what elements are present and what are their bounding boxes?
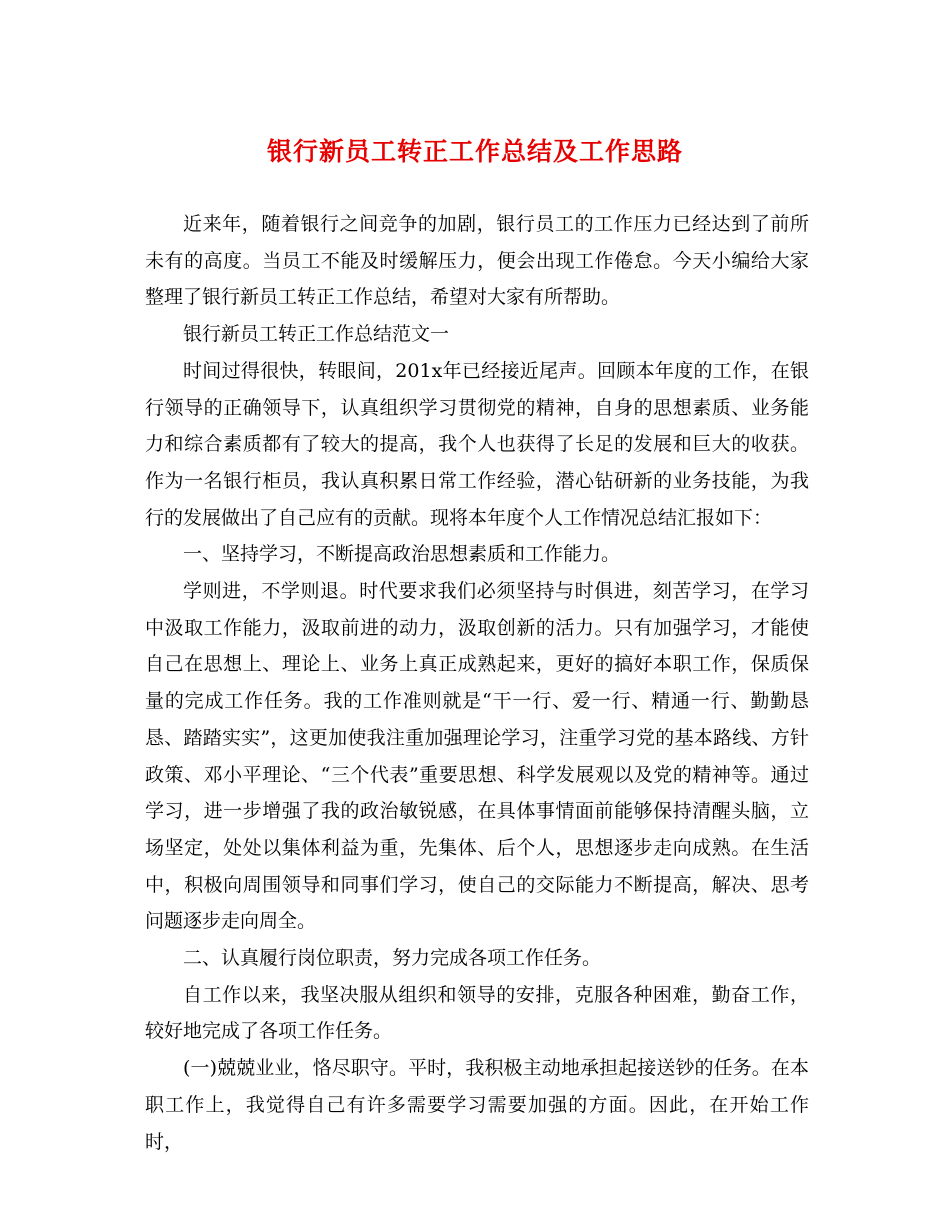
section-heading-study: 一、坚持学习，不断提高政治思想素质和工作能力。 — [183, 543, 621, 566]
paragraph-intro: 近来年，随着银行之间竞争的加剧，银行员工的工作压力已经达到了前所未有的高度。当员工不能及时缓解压力，便会出现工作倦怠。今天小编给大家整理了银行新员工转正工作总结，希望对大家有所帮助。 — [145, 213, 809, 309]
document-title: 银行新员工转正工作总结及工作思路 — [266, 137, 683, 166]
section-heading-duties: 二、认真履行岗位职责，努力完成各项工作任务。 — [183, 947, 602, 970]
paragraph-duties: 自工作以来，我坚决服从组织和领导的安排，克服各种困难，勤奋工作，较好地完成了各项工作任务。 — [145, 983, 809, 1043]
paragraph-year-review: 时间过得很快，转眼间，201x年已经接近尾声。回顾本年度的工作，在银行领导的正确领导下，认真组织学习贯彻党的精神，自身的思想素质、业务能力和综合素质都有了较大的提高，我个人也获得了长足的发展和巨大的收获。作为一名银行柜员，我认真积累日常工作经验，潜心钻研新的业务技能，为我行的发展做出了自己应有的贡献。现将本年度个人工作情况总结汇报如下： — [145, 359, 809, 529]
paragraph-study: 学则进，不学则退。时代要求我们必须坚持与时俱进，刻苦学习，在学习中汲取工作能力，汲取前进的动力，汲取创新的活力。只有加强学习，才能使自己在思想上、理论上、业务上真正成熟起来，更好的搞好本职工作，保质保量的完成工作任务。我的工作准则就是“干一行、爱一行、精通一行、勤勤恳恳、踏踏实实”，这更加使我注重加强理论学习，注重学习党的基本路线、方针政策、邓小平理论、“三个代表”重要思想、科学发展观以及党的精神等。通过学习，进一步增强了我的政治敏锐感，在具体事情面前能够保持清醒头脑，立场坚定，处处以集体利益为重，先集体、后个人，思想逐步走向成熟。在生活中，积极向周围领导和同事们学习，使自己的交际能力不断提高，解决、思考问题逐步走向周全。 — [145, 580, 809, 933]
paragraph-diligence: (一)兢兢业业，恪尽职守。平时，我积极主动地承担起接送钞的任务。在本职工作上，我觉得自己有许多需要学习需要加强的方面。因此，在开始工作时， — [145, 1057, 809, 1153]
document-body — [145, 206, 809, 1160]
paragraph-sample-heading: 银行新员工转正工作总结范文一 — [183, 323, 450, 346]
